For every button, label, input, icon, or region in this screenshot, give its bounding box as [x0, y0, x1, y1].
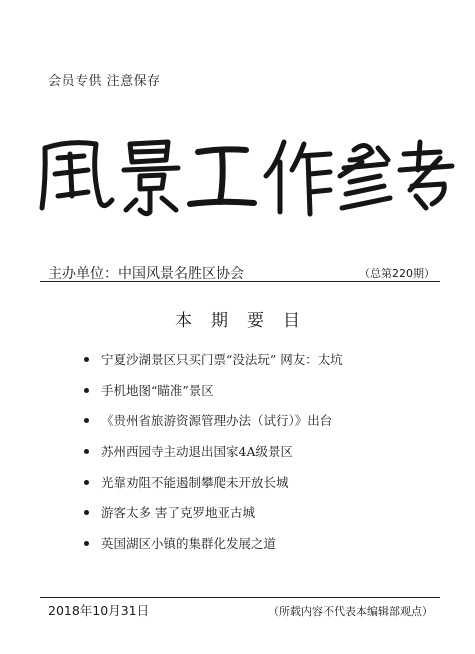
toc-item[interactable]: [84, 442, 343, 473]
bullet-icon: [84, 480, 89, 485]
toc-item[interactable]: [84, 350, 343, 381]
editorial-disclaimer: （所载内容不代表本编辑部观点）: [268, 605, 433, 618]
toc-list: [84, 350, 343, 565]
toc-item[interactable]: [84, 503, 343, 534]
toc-item-label: 光靠劝阻不能遏制攀爬未开放长城: [101, 474, 289, 490]
toc-item-label: 宁夏沙湖景区只买门票“没法玩” 网友：太坑: [101, 352, 343, 367]
toc-item[interactable]: [84, 411, 343, 442]
bullet-icon: [84, 449, 89, 454]
bottom-divider: [40, 597, 440, 598]
bullet-icon: [84, 510, 89, 515]
bullet-icon: [84, 541, 89, 546]
toc-item-label: 游客太多 害了克罗地亚古城: [101, 505, 255, 521]
calligraphy-title-logo: [0, 130, 475, 220]
bullet-icon: [84, 388, 89, 393]
toc-item-label: 《贵州省旅游资源管理办法（试行）》出台: [101, 413, 333, 429]
member-notice: 会员专供 注意保存: [48, 74, 161, 89]
sponsor-line: 主办单位：中国风景名胜区协会: [48, 266, 244, 282]
issue-number: （总第220期）: [359, 267, 435, 280]
toc-item-label: 苏州西园寺主动退出国家4A级景区: [101, 444, 293, 460]
toc-heading: 本期要目: [175, 311, 319, 331]
toc-item[interactable]: [84, 381, 343, 412]
toc-item-label: 英国湖区小镇的集群化发展之道: [101, 536, 277, 552]
bullet-icon: [84, 357, 89, 362]
toc-item[interactable]: [84, 473, 343, 504]
masthead-title: [0, 130, 475, 220]
bullet-icon: [84, 418, 89, 423]
top-divider: [40, 281, 440, 282]
publish-date: 2018年10月31日: [48, 603, 150, 618]
toc-item-label: 手机地图“瞄准”景区: [101, 382, 214, 398]
toc-item[interactable]: [84, 534, 343, 565]
